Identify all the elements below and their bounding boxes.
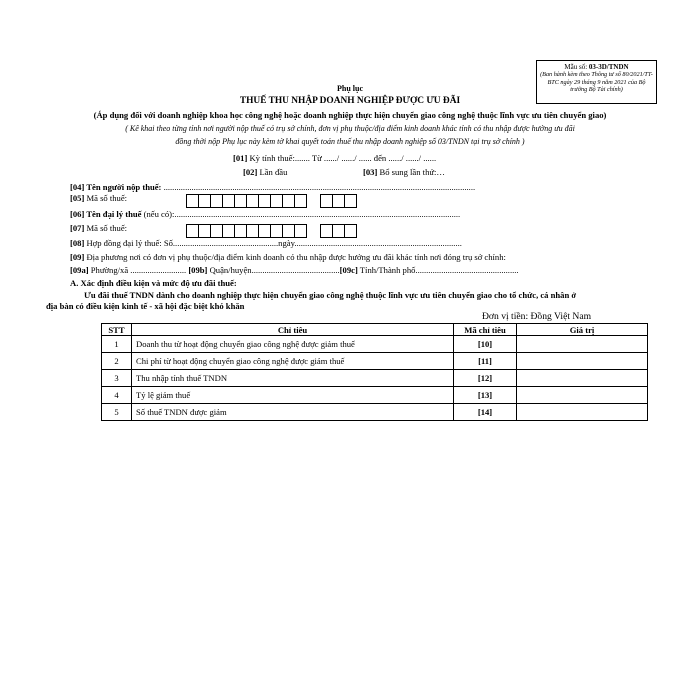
- address-row: [70, 265, 519, 275]
- currency-unit: Đơn vị tiền: Đồng Việt Nam: [482, 311, 592, 322]
- row-code: [12]: [454, 370, 517, 387]
- col-code-header: Mã chỉ tiêu: [454, 324, 517, 336]
- table-row: [102, 336, 648, 353]
- province-field[interactable]: Tỉnh/Thành phố................................................: [357, 265, 519, 275]
- section-a-paragraph-line2: địa bàn có điều kiện kinh tế - xã hội đặc biệt khó khăn: [46, 301, 245, 311]
- agent-note: (nếu có):: [141, 209, 175, 219]
- additional-declaration-label: Bổ sung lần thứ:…: [377, 167, 446, 177]
- location-row: [70, 252, 506, 262]
- agent-tin-row: [70, 223, 127, 233]
- contract-code: [08]: [70, 238, 85, 248]
- taxpayer-code: [04]: [70, 182, 85, 192]
- tax-period: [233, 153, 436, 163]
- row-stt: 5: [102, 404, 132, 421]
- tin-main-cells[interactable]: [187, 191, 307, 209]
- row-stt: 1: [102, 336, 132, 353]
- table-header-row: [102, 324, 648, 336]
- col-stt-header: STT: [102, 324, 132, 336]
- page-subtitle: (Áp dụng đối với doanh nghiệp khoa học công nghệ hoặc doanh nghiệp thực hiện chuyển giao công nghệ thuộc lĩnh vực ưu tiên chuyển giao): [93, 110, 607, 120]
- ward-code: [09a]: [70, 265, 89, 275]
- form-legal-note: (Ban hành kèm theo Thông tư số 80/2021/TT-BTC ngày 29 tháng 9 năm 2021 của Bộ trưởng Bộ Tài chính): [540, 71, 653, 94]
- row-stt: 2: [102, 353, 132, 370]
- row-value-cell[interactable]: [517, 353, 648, 370]
- form-code-value: 03-3D/TNDN: [588, 63, 629, 71]
- tax-period-text[interactable]: Kỳ tính thuế:....... Từ ....../ ....../ ...... đến ....../ ....../ ......: [247, 153, 437, 163]
- additional-declaration-code: [03]: [363, 167, 378, 177]
- table-row: [102, 404, 648, 421]
- table-row: [102, 370, 648, 387]
- province-code: [09c]: [339, 265, 358, 275]
- row-value-cell[interactable]: [517, 387, 648, 404]
- tax-period-code: [01]: [233, 153, 248, 163]
- col-item-header: Chỉ tiêu: [132, 324, 454, 336]
- row-stt: 3: [102, 370, 132, 387]
- appendix-label: Phụ lục: [336, 84, 363, 93]
- location-text: Địa phương nơi có đơn vị phụ thuộc/địa điểm kinh doanh có thu nhập được hưởng ưu đãi khác tỉnh nơi đóng trụ sở chính:: [84, 252, 506, 262]
- ward-field[interactable]: Phường/xã ..........................: [88, 265, 187, 275]
- row-value-cell[interactable]: [517, 404, 648, 421]
- first-declaration-label: Lần đầu: [257, 167, 288, 177]
- row-item: Thu nhập tính thuế TNDN: [132, 370, 454, 387]
- tin-row: [70, 193, 127, 203]
- page-title: THUẾ THU NHẬP DOANH NGHIỆP ĐƯỢC ƯU ĐÃI: [239, 96, 461, 106]
- form-code-prefix: Mẫu số:: [564, 63, 589, 71]
- section-a-heading: A. Xác định điều kiện và mức độ ưu đãi thuế:: [70, 278, 237, 288]
- first-declaration-code: [02]: [243, 167, 258, 177]
- row-value-cell[interactable]: [517, 336, 648, 353]
- agent-tin-code: [07]: [70, 223, 85, 233]
- agent-contract-row: [70, 238, 462, 248]
- section-a-paragraph-line1: Ưu đãi thuế TNDN dành cho doanh nghiệp thực hiện chuyển giao công nghệ thuộc lĩnh vực ưu tiên chuyển giao cho tổ chức, cá nhân ở: [84, 290, 577, 300]
- row-item: Doanh thu từ hoạt động chuyển giao công nghệ được giảm thuế: [132, 336, 454, 353]
- agent-tin-branch-cells[interactable]: [321, 221, 357, 239]
- table-row: [102, 387, 648, 404]
- taxpayer-label: Tên người nộp thuế:: [84, 182, 162, 192]
- col-value-header: Giá trị: [517, 324, 648, 336]
- tax-incentive-table: [101, 323, 648, 421]
- row-value-cell[interactable]: [517, 370, 648, 387]
- district-field[interactable]: Quận/huyện.........................................: [207, 265, 340, 275]
- tin-code: [05]: [70, 193, 85, 203]
- instruction-note-line2: đồng thời nộp Phụ lục này kèm tờ khai quyết toán thuế thu nhập doanh nghiệp số 03/TNDN tại trụ sở chính ): [175, 137, 525, 146]
- contract-field[interactable]: Hợp đồng đại lý thuế: Số.................................................ngày..............................................................................: [84, 238, 462, 248]
- tin-label: Mã số thuế:: [84, 193, 128, 203]
- row-item: Số thuế TNDN được giảm: [132, 404, 454, 421]
- row-code: [13]: [454, 387, 517, 404]
- agent-row: [70, 209, 460, 219]
- agent-code: [06]: [70, 209, 85, 219]
- row-item: Chi phí từ hoạt động chuyển giao công nghệ được giảm thuế: [132, 353, 454, 370]
- tin-branch-cells[interactable]: [321, 191, 357, 209]
- row-code: [14]: [454, 404, 517, 421]
- agent-tin-boxes[interactable]: [187, 221, 357, 239]
- taxpayer-name-field[interactable]: .................................................................................................................................................: [161, 182, 476, 192]
- row-item: Tỷ lệ giảm thuế: [132, 387, 454, 404]
- agent-tin-main-cells[interactable]: [187, 221, 307, 239]
- instruction-note-line1: ( Kê khai theo từng tỉnh nơi người nộp thuế có trụ sở chính, đơn vị phụ thuộc/địa điểm kinh doanh khác tỉnh có thu nhập được hưởng ưu đãi: [125, 124, 575, 133]
- agent-name-field[interactable]: .....................................................................................................................................: [174, 209, 461, 219]
- agent-tin-label: Mã số thuế:: [84, 223, 128, 233]
- table-row: [102, 353, 648, 370]
- tin-boxes[interactable]: [187, 191, 357, 209]
- district-code: [09b]: [188, 265, 208, 275]
- row-code: [11]: [454, 353, 517, 370]
- row-stt: 4: [102, 387, 132, 404]
- agent-label: Tên đại lý thuế: [84, 209, 142, 219]
- location-code: [09]: [70, 252, 85, 262]
- form-code: [539, 64, 654, 71]
- first-declaration[interactable]: [243, 167, 287, 177]
- row-code: [10]: [454, 336, 517, 353]
- additional-declaration[interactable]: [363, 167, 445, 177]
